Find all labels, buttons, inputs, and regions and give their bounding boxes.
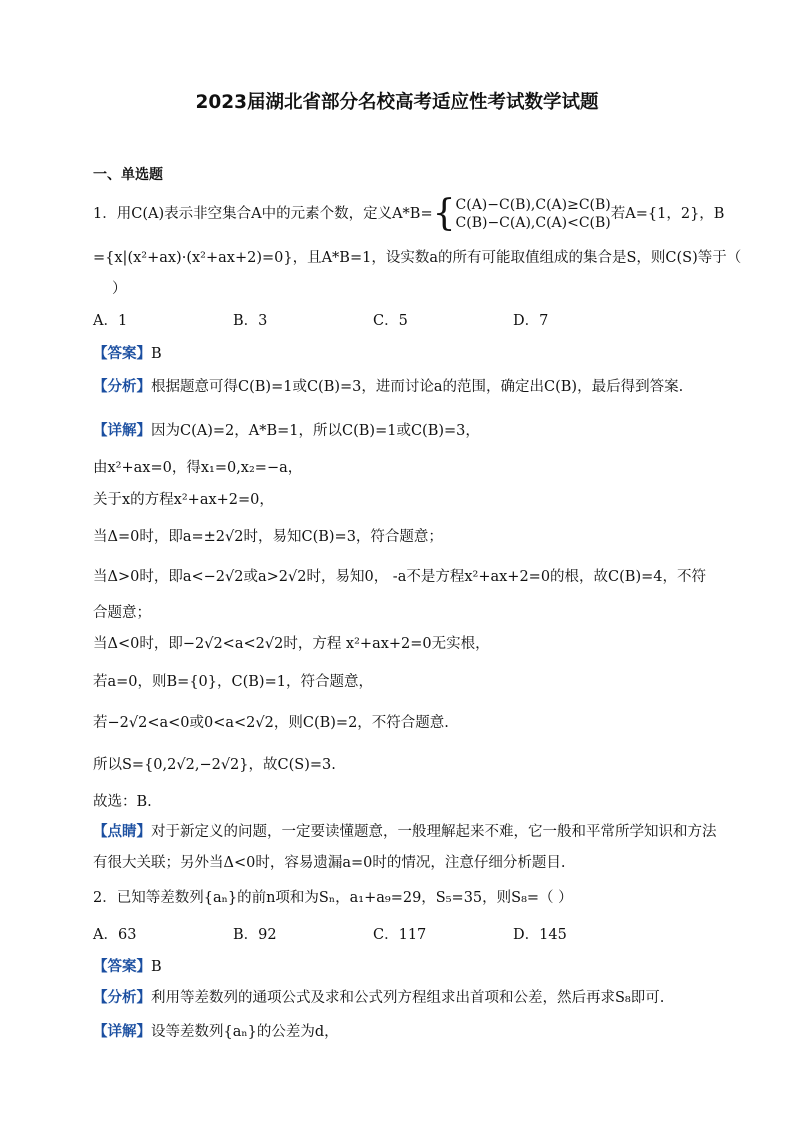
q1-answer	[93, 344, 162, 364]
q1-detail-line11: 故选：B.	[93, 794, 152, 810]
q1-option-d: D．7	[513, 313, 549, 329]
answer-value: B	[151, 346, 162, 362]
q2-stem: 2．已知等差数列{aₙ}的前n项和为Sₙ，a₁+a₉=29，S₅=35，则S₈=（ ）	[93, 890, 573, 906]
q2-detail	[93, 1022, 339, 1042]
q1-detail-line6: 合题意；	[93, 605, 151, 621]
q1-piecewise	[432, 193, 611, 234]
comment-tag: 【点睛】	[93, 824, 151, 840]
q1-case1: C(A)−C(B),C(A)≥C(B)	[455, 197, 611, 213]
q1-detail-line9: 若−2√2<a<0或0<a<2√2，则C(B)=2，不符合题意.	[93, 715, 449, 731]
q2-options	[93, 925, 653, 945]
section-heading: 一、单选题	[93, 167, 163, 183]
q1-stem-line2: ={x|(x²+ax)·(x²+ax+2)=0}，且A*B=1，设实数a的所有可能取值组成的集合是S，则C(S)等于（	[93, 250, 742, 266]
q2-option-c: C．117	[373, 927, 427, 943]
q1-comment-line1	[93, 822, 717, 842]
q1-cases	[456, 196, 611, 232]
q2-option-a: A．63	[93, 927, 137, 943]
q1-detail-line8: 若a=0，则B={0}，C(B)=1，符合题意，	[93, 674, 373, 690]
q2-answer-tag: 【答案】	[93, 959, 151, 975]
page-title: 2023届湖北省部分名校高考适应性考试数学试题	[195, 92, 599, 113]
q1-detail-line3: 关于x的方程x²+ax+2=0，	[93, 492, 274, 508]
q1-option-b: B．3	[233, 313, 268, 329]
comment-text: 对于新定义的问题，一定要读懂题意，一般理解起来不难，它一般和平常所学知识和方法	[151, 824, 717, 840]
q2-analysis-text: 利用等差数列的通项公式及求和公式列方程组求出首项和公差，然后再求S₈即可.	[151, 990, 665, 1006]
answer-tag: 【答案】	[93, 346, 151, 362]
analysis-tag: 【分析】	[93, 379, 151, 395]
analysis-text: 根据题意可得C(B)=1或C(B)=3，进而讨论a的范围，确定出C(B)，最后得到答案.	[151, 379, 684, 395]
q1-detail-line7: 当Δ<0时，即−2√2<a<2√2时，方程 x²+ax+2=0无实根，	[93, 636, 490, 652]
detail-tag: 【详解】	[93, 423, 151, 439]
q2-analysis	[93, 988, 664, 1008]
q2-answer-value: B	[151, 959, 162, 975]
q1-stem-line1	[93, 193, 725, 234]
q1-option-a: A．1	[93, 313, 128, 329]
q2-answer	[93, 957, 162, 977]
q1-case2: C(B)−C(A),C(A)<C(B)	[455, 215, 611, 231]
q1-stem-line3: ）	[112, 281, 127, 297]
q1-detail-line2: 由x²+ax=0，得x₁=0,x₂=−a，	[93, 460, 303, 476]
q2-option-b: B．92	[233, 927, 277, 943]
q2-detail-tag: 【详解】	[93, 1024, 151, 1040]
q1-analysis	[93, 377, 683, 397]
q1-detail-line10: 所以S={0,2√2,−2√2}，故C(S)=3.	[93, 757, 336, 773]
q1-comment-line2: 有很大关联；另外当Δ<0时，容易遗漏a=0时的情况，注意仔细分析题目.	[93, 855, 566, 871]
q1-detail-line1	[93, 421, 480, 441]
q1-stem-a: 1．用C(A)表示非空集合A中的元素个数，定义A*B=	[93, 206, 433, 222]
q1-options	[93, 311, 653, 331]
q1-detail-line4: 当Δ=0时，即a=±2√2时，易知C(B)=3，符合题意；	[93, 529, 443, 545]
q1-option-c: C．5	[373, 313, 408, 329]
q2-option-d: D．145	[513, 927, 567, 943]
q2-detail-text: 设等差数列{aₙ}的公差为d，	[151, 1024, 339, 1040]
q1-detail-line5: 当Δ>0时，即a<−2√2或a>2√2时，易知0， -a不是方程x²+ax+2=0的根，故C(B)=4，不符	[93, 569, 706, 585]
brace-symbol: {	[432, 193, 456, 234]
detail-text: 因为C(A)=2，A*B=1，所以C(B)=1或C(B)=3，	[151, 423, 480, 439]
q2-analysis-tag: 【分析】	[93, 990, 151, 1006]
q1-stem-b: 若A={1，2}，B	[610, 206, 725, 222]
